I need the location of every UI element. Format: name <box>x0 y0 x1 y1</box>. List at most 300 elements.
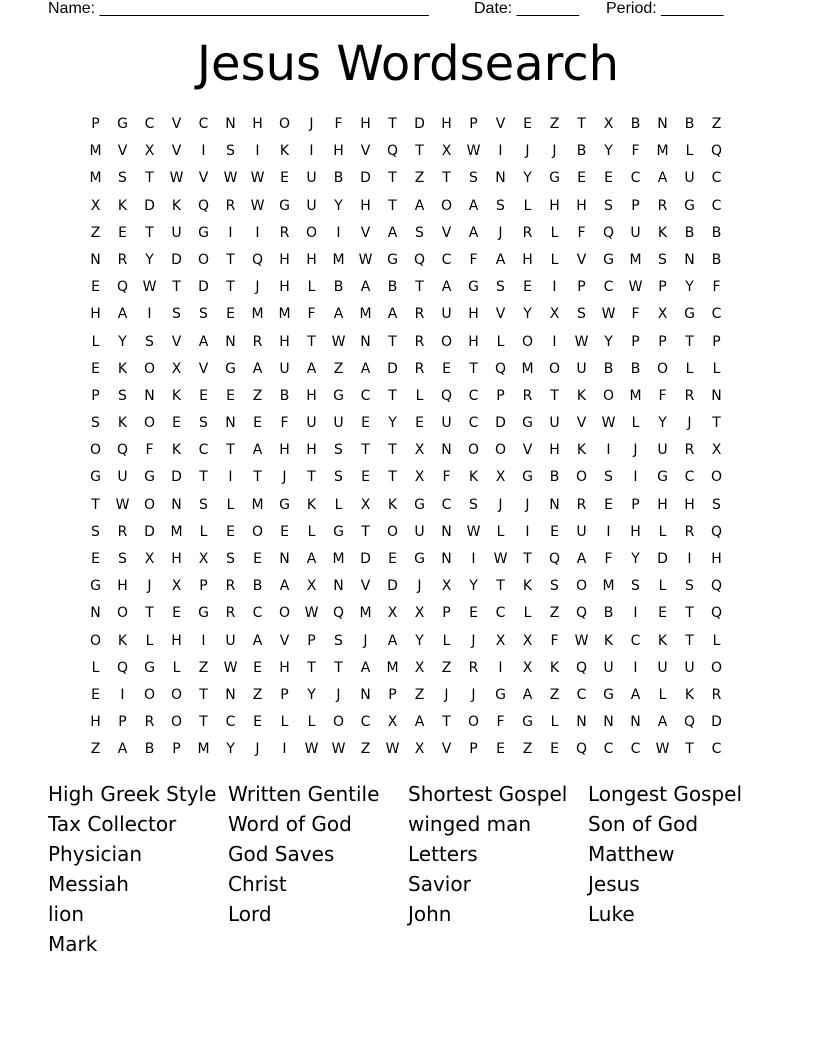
grid-letter: P <box>91 116 100 132</box>
grid-letter: P <box>658 279 667 296</box>
grid-letter: Y <box>658 415 667 432</box>
grid-letter: X <box>657 306 668 323</box>
grid-letter: F <box>280 415 289 432</box>
grid-letter: M <box>602 578 615 595</box>
grid-letter: I <box>633 605 638 622</box>
grid-letter: O <box>521 333 534 350</box>
grid-letter: S <box>550 578 559 595</box>
grid-letter: C <box>198 116 209 132</box>
grid-letter: V <box>117 143 128 160</box>
grid-letter: T <box>199 469 208 486</box>
grid-letter: G <box>657 469 668 486</box>
word-bank-item: Messiah <box>48 872 129 896</box>
grid-letter: R <box>684 387 695 404</box>
grid-letter: B <box>630 116 641 132</box>
grid-letter: E <box>550 741 559 758</box>
grid-row <box>82 437 730 464</box>
grid-letter: O <box>332 714 345 731</box>
grid-letter: B <box>684 224 695 241</box>
grid-letter: J <box>525 496 530 513</box>
grid-letter: L <box>334 496 343 513</box>
grid-letter: T <box>226 279 235 296</box>
grid-letter: E <box>226 306 235 323</box>
grid-letter: K <box>117 360 128 377</box>
word-bank-item: Savior <box>408 872 471 896</box>
grid-letter: V <box>360 224 371 241</box>
grid-letter: M <box>332 551 345 567</box>
grid-letter: X <box>495 469 506 486</box>
letter-grid <box>82 111 730 764</box>
word-bank-item: Son of God <box>588 812 699 836</box>
grid-letter: N <box>225 415 236 432</box>
grid-letter: Z <box>90 741 101 758</box>
grid-letter: H <box>306 251 317 268</box>
grid-letter: S <box>631 578 640 595</box>
grid-letter: O <box>251 523 264 540</box>
grid-letter: R <box>414 306 425 323</box>
grid-letter: X <box>414 605 425 622</box>
grid-letter: L <box>523 197 532 214</box>
grid-letter: M <box>251 306 264 323</box>
grid-letter: Q <box>548 551 561 567</box>
grid-letter: G <box>198 224 209 241</box>
grid-letter: T <box>685 741 694 758</box>
grid-letter: Y <box>631 551 640 567</box>
grid-letter: E <box>361 415 370 432</box>
grid-letter: M <box>359 306 372 323</box>
grid-letter: L <box>550 251 559 268</box>
grid-letter: I <box>633 659 638 676</box>
grid-letter: K <box>603 632 614 649</box>
grid-letter: E <box>118 224 127 241</box>
grid-letter: S <box>334 469 343 486</box>
grid-letter: X <box>414 442 425 459</box>
grid-letter: C <box>684 469 695 486</box>
grid-letter: L <box>307 523 316 540</box>
grid-letter: K <box>117 197 128 214</box>
grid-letter: P <box>631 496 640 513</box>
grid-letter: G <box>522 469 533 486</box>
grid-letter: B <box>684 116 695 132</box>
grid-letter: L <box>280 714 289 731</box>
grid-letter: G <box>522 415 533 432</box>
grid-letter: A <box>360 659 371 676</box>
grid-letter: V <box>198 170 209 187</box>
grid-letter: G <box>333 387 344 404</box>
grid-letter: F <box>469 251 478 268</box>
word-bank-item: winged man <box>408 812 532 836</box>
grid-letter: Q <box>116 279 129 296</box>
grid-letter: R <box>522 387 533 404</box>
grid-letter: K <box>306 496 317 513</box>
grid-letter: Z <box>414 170 425 187</box>
grid-letter: J <box>336 686 341 703</box>
grid-letter: W <box>115 496 130 513</box>
grid-letter: C <box>576 686 587 703</box>
word-bank-item: Physician <box>48 842 143 866</box>
grid-letter: N <box>171 496 182 513</box>
grid-letter: Q <box>575 741 588 758</box>
grid-letter: A <box>495 251 506 268</box>
grid-letter: S <box>712 496 721 513</box>
grid-letter: A <box>441 279 452 296</box>
grid-letter: L <box>712 632 721 649</box>
grid-letter: B <box>387 279 398 296</box>
grid-letter: E <box>523 116 532 132</box>
grid-letter: W <box>223 659 238 676</box>
grid-letter: O <box>656 360 669 377</box>
grid-letter: S <box>91 523 100 540</box>
grid-row <box>82 329 730 356</box>
grid-letter: W <box>574 632 589 649</box>
grid-letter: A <box>117 741 128 758</box>
grid-letter: I <box>282 741 287 758</box>
grid-letter: O <box>710 659 723 676</box>
grid-letter: U <box>684 659 695 676</box>
grid-letter: U <box>684 170 695 187</box>
grid-letter: L <box>658 523 667 540</box>
grid-row <box>82 736 730 763</box>
grid-letter: J <box>309 116 314 132</box>
grid-letter: I <box>552 279 557 296</box>
grid-letter: E <box>172 415 181 432</box>
grid-letter: N <box>279 551 290 567</box>
grid-letter: Y <box>145 251 154 268</box>
grid-letter: H <box>171 632 182 649</box>
grid-letter: X <box>603 116 614 132</box>
grid-letter: N <box>549 496 560 513</box>
grid-letter: T <box>226 251 235 268</box>
grid-letter: A <box>657 170 668 187</box>
grid-row <box>82 410 730 437</box>
grid-letter: E <box>577 170 586 187</box>
grid-letter: V <box>576 415 587 432</box>
grid-letter: X <box>387 714 398 731</box>
grid-letter: T <box>361 442 370 459</box>
grid-letter: K <box>657 224 668 241</box>
grid-letter: G <box>225 360 236 377</box>
grid-letter: E <box>361 469 370 486</box>
grid-letter: I <box>255 143 260 160</box>
grid-letter: T <box>523 551 532 567</box>
grid-letter: R <box>468 659 479 676</box>
grid-letter: T <box>496 578 505 595</box>
grid-letter: J <box>633 442 638 459</box>
word-bank-item: Lord <box>228 902 272 926</box>
grid-letter: B <box>711 251 722 268</box>
grid-letter: A <box>414 714 425 731</box>
grid-letter: V <box>198 360 209 377</box>
grid-letter: K <box>387 496 398 513</box>
grid-letter: F <box>307 306 316 323</box>
grid-letter: E <box>172 605 181 622</box>
grid-letter: P <box>172 741 181 758</box>
grid-letter: H <box>171 551 182 567</box>
grid-letter: N <box>495 170 506 187</box>
grid-letter: L <box>631 415 640 432</box>
grid-letter: Z <box>252 686 263 703</box>
grid-letter: A <box>252 632 263 649</box>
grid-letter: X <box>522 632 533 649</box>
grid-letter: R <box>144 714 155 731</box>
grid-letter: X <box>198 551 209 567</box>
grid-letter: O <box>170 686 183 703</box>
grid-letter: C <box>711 170 722 187</box>
grid-letter: T <box>415 279 424 296</box>
grid-letter: R <box>225 578 236 595</box>
grid-letter: W <box>466 523 481 540</box>
grid-letter: K <box>522 578 533 595</box>
grid-letter: V <box>360 143 371 160</box>
grid-letter: C <box>711 197 722 214</box>
grid-letter: G <box>603 251 614 268</box>
grid-letter: U <box>225 632 236 649</box>
word-bank-item: Tax Collector <box>48 812 177 836</box>
grid-letter: V <box>441 224 452 241</box>
grid-letter: I <box>633 469 638 486</box>
grid-letter: X <box>495 632 506 649</box>
grid-letter: S <box>91 415 100 432</box>
grid-letter: J <box>282 469 287 486</box>
grid-letter: X <box>522 659 533 676</box>
grid-letter: M <box>89 143 102 160</box>
grid-letter: E <box>523 279 532 296</box>
grid-letter: N <box>684 251 695 268</box>
grid-letter: I <box>606 523 611 540</box>
worksheet-header <box>48 0 768 20</box>
grid-letter: Q <box>116 442 129 459</box>
grid-letter: L <box>91 659 100 676</box>
grid-letter: S <box>199 415 208 432</box>
grid-letter: P <box>712 333 721 350</box>
grid-letter: S <box>118 551 127 567</box>
grid-letter: H <box>90 306 101 323</box>
grid-letter: U <box>279 360 290 377</box>
grid-letter: T <box>388 442 397 459</box>
grid-letter: C <box>711 306 722 323</box>
grid-letter: J <box>498 224 503 241</box>
grid-letter: F <box>658 387 667 404</box>
grid-letter: W <box>466 143 481 160</box>
grid-letter: L <box>442 632 451 649</box>
grid-letter: L <box>658 578 667 595</box>
grid-letter: T <box>307 333 316 350</box>
grid-letter: N <box>441 551 452 567</box>
grid-letter: S <box>172 306 181 323</box>
grid-letter: I <box>471 551 476 567</box>
grid-letter: F <box>550 632 559 649</box>
grid-letter: F <box>442 469 451 486</box>
grid-letter: P <box>469 741 478 758</box>
word-bank-item: Word of God <box>228 812 352 836</box>
grid-letter: Q <box>440 387 453 404</box>
grid-letter: T <box>199 714 208 731</box>
grid-row <box>82 356 730 383</box>
grid-letter: X <box>549 306 560 323</box>
grid-letter: T <box>91 496 100 513</box>
grid-letter: H <box>279 251 290 268</box>
grid-letter: T <box>307 469 316 486</box>
grid-letter: K <box>468 469 479 486</box>
grid-letter: T <box>307 659 316 676</box>
grid-letter: K <box>549 659 560 676</box>
grid-letter: Z <box>414 686 425 703</box>
grid-letter: A <box>252 360 263 377</box>
grid-letter: O <box>116 605 129 622</box>
grid-letter: W <box>250 197 265 214</box>
grid-letter: N <box>711 387 722 404</box>
grid-letter: O <box>89 632 102 649</box>
grid-letter: S <box>577 306 586 323</box>
grid-letter: H <box>117 578 128 595</box>
grid-letter: H <box>252 116 263 132</box>
grid-letter: V <box>441 741 452 758</box>
grid-letter: G <box>549 170 560 187</box>
grid-letter: T <box>334 659 343 676</box>
grid-letter: Z <box>90 224 101 241</box>
grid-letter: A <box>387 632 398 649</box>
grid-letter: A <box>360 360 371 377</box>
grid-letter: W <box>493 551 508 567</box>
grid-letter: H <box>441 116 452 132</box>
grid-letter: E <box>91 686 100 703</box>
grid-letter: G <box>495 686 506 703</box>
grid-letter: D <box>657 551 668 567</box>
grid-letter: T <box>145 605 154 622</box>
grid-letter: T <box>172 279 181 296</box>
grid-letter: Z <box>252 387 263 404</box>
grid-letter: J <box>255 279 260 296</box>
grid-letter: U <box>441 415 452 432</box>
grid-letter: P <box>91 387 100 404</box>
grid-letter: P <box>469 116 478 132</box>
period-field-label: Period: _______ <box>606 0 724 17</box>
word-bank-item: lion <box>48 902 85 926</box>
grid-letter: V <box>279 632 290 649</box>
grid-letter: L <box>550 224 559 241</box>
grid-letter: F <box>712 279 721 296</box>
grid-letter: A <box>306 551 317 567</box>
word-bank-item: God Saves <box>228 842 335 866</box>
grid-letter: Y <box>388 415 397 432</box>
grid-letter: W <box>304 605 319 622</box>
grid-letter: O <box>305 224 318 241</box>
grid-row <box>82 111 730 138</box>
grid-letter: Q <box>197 197 210 214</box>
grid-letter: M <box>197 741 210 758</box>
grid-letter: I <box>120 686 125 703</box>
grid-letter: L <box>523 605 532 622</box>
grid-letter: X <box>360 496 371 513</box>
grid-letter: S <box>226 143 235 160</box>
grid-letter: W <box>574 333 589 350</box>
grid-row <box>82 519 730 546</box>
grid-letter: R <box>225 605 236 622</box>
grid-letter: T <box>415 143 424 160</box>
grid-letter: W <box>331 333 346 350</box>
grid-letter: Y <box>523 170 532 187</box>
grid-letter: O <box>575 469 588 486</box>
grid-letter: T <box>712 415 721 432</box>
word-bank-item: John <box>408 902 452 926</box>
grid-letter: C <box>225 714 236 731</box>
grid-letter: N <box>360 686 371 703</box>
grid-row <box>82 464 730 491</box>
grid-letter: T <box>145 224 154 241</box>
grid-letter: O <box>143 496 156 513</box>
grid-letter: B <box>630 360 641 377</box>
grid-letter: C <box>441 496 452 513</box>
grid-letter: Q <box>710 605 723 622</box>
grid-letter: L <box>199 523 208 540</box>
word-bank-item: Longest Gospel <box>588 782 743 806</box>
grid-letter: E <box>226 387 235 404</box>
grid-row <box>82 220 730 247</box>
grid-letter: T <box>199 686 208 703</box>
grid-letter: Z <box>441 659 452 676</box>
grid-letter: R <box>414 333 425 350</box>
grid-letter: S <box>469 170 478 187</box>
grid-letter: V <box>171 333 182 350</box>
grid-letter: H <box>576 197 587 214</box>
grid-row <box>82 301 730 328</box>
grid-letter: I <box>309 143 314 160</box>
grid-letter: Z <box>549 116 560 132</box>
grid-letter: T <box>388 170 397 187</box>
grid-letter: U <box>414 523 425 540</box>
grid-letter: E <box>415 415 424 432</box>
grid-letter: X <box>171 360 182 377</box>
grid-letter: C <box>441 251 452 268</box>
grid-letter: O <box>143 415 156 432</box>
grid-letter: Q <box>683 714 696 731</box>
grid-letter: N <box>225 116 236 132</box>
grid-letter: H <box>468 306 479 323</box>
grid-letter: K <box>171 442 182 459</box>
grid-letter: O <box>143 360 156 377</box>
grid-letter: R <box>117 523 128 540</box>
grid-letter: Y <box>307 686 316 703</box>
grid-letter: O <box>440 197 453 214</box>
grid-letter: D <box>144 197 155 214</box>
grid-letter: E <box>253 714 262 731</box>
grid-letter: R <box>684 523 695 540</box>
grid-letter: R <box>522 224 533 241</box>
grid-letter: F <box>334 116 343 132</box>
grid-letter: S <box>604 197 613 214</box>
grid-letter: B <box>549 469 560 486</box>
grid-letter: K <box>117 415 128 432</box>
grid-letter: N <box>630 714 641 731</box>
grid-letter: E <box>253 415 262 432</box>
grid-letter: J <box>444 686 449 703</box>
grid-letter: I <box>606 442 611 459</box>
grid-letter: G <box>684 306 695 323</box>
grid-letter: W <box>169 170 184 187</box>
grid-letter: F <box>604 551 613 567</box>
grid-letter: U <box>576 523 587 540</box>
grid-letter: T <box>469 360 478 377</box>
grid-letter: Z <box>522 741 533 758</box>
grid-letter: S <box>415 224 424 241</box>
grid-letter: N <box>144 387 155 404</box>
grid-row <box>82 247 730 274</box>
name-field-label: Name: _____________________________________ <box>48 0 429 17</box>
word-bank <box>48 779 768 959</box>
grid-letter: S <box>226 551 235 567</box>
grid-letter: G <box>603 686 614 703</box>
grid-letter: V <box>171 143 182 160</box>
